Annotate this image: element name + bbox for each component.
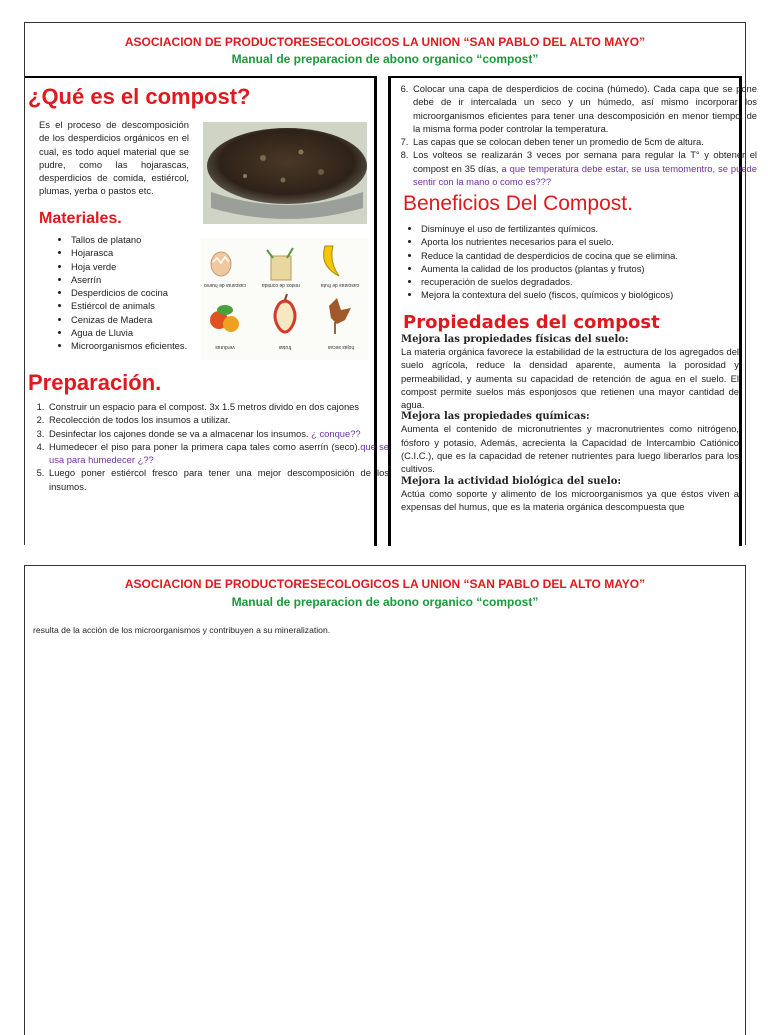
properties-body [401,334,739,513]
physical-text: La materia orgánica favorece la estabilidad de la estructura de los agregados del suelo agrícola, reduce la densidad aparente, aumenta la porosidad y permeabilidad, y aumenta su capacidad de retención de agua en el suelo. El compost permite suelos más esponjosos que retienen una mayor cantidad de agua. [401,346,739,411]
what-text: Es el proceso de descomposición de los desperdicios orgánicos en el cual, es todo aquel material que se pudre, como las hojarascas, desperdicios de comida, estiércol, plumas, yerba o pastos etc. [39,119,189,197]
step-item: 7. Las capas que se colocan deben tener un promedio de 5cm de altura. [411,135,757,148]
image-label: verduras [215,344,235,350]
benefit-item: • Disminuye el uso de fertilizantes químicos. [421,222,761,235]
header-subtitle: Manual de preparacion de abono organico “compost” [231,595,539,609]
step-item: 3. Desinfectar los cajones donde se va a almacenar los insumos. ¿ conque?? [47,427,389,440]
header-title: ASOCIACION DE PRODUCTORESECOLOGICOS LA UNION “SAN PABLO DEL ALTO MAYO” [124,577,646,591]
benefit-item: • Mejora la contextura del suelo (fiscos, químicos y biológicos) [421,288,761,301]
image-label: cascaras de fruta [320,282,360,288]
step-question: ¿ conque?? [311,427,361,439]
right-column [388,76,757,546]
preparation-steps-continued [391,82,757,188]
benefit-item: • Reduce la cantidad de desperdicios de cocina que se elimina. [421,249,761,262]
header-subtitle: Manual de preparacion de abono organico “compost” [231,52,539,66]
header-title: ASOCIACION DE PRODUCTORESECOLOGICOS LA UNION “SAN PABLO DEL ALTO MAYO” [124,35,646,49]
image-label: restos de comida [261,282,301,288]
compost-photo [203,122,367,224]
material-item: • Cenizas de Madera [71,313,251,326]
preparation-steps [27,400,389,493]
material-item: • Microorganismos eficientes. [71,339,251,352]
page-2 [24,565,746,1035]
material-item: • Agua de Lluvia [71,326,251,339]
chemical-text: Aumenta el contenido de micronutrientes y macronutrientes como nitrógeno, fósforo y potasio, Además, acrecienta la Capacidad de Intercambio Catiónico (C.I.C.), que es la capacidad de retener nutrientes para luego liberarlos para los cultivos. [401,423,739,475]
material-item: • Hojarasca [71,246,251,259]
chemical-subtitle: Mejora las propiedades químicas: [401,411,590,423]
benefits-list [391,222,761,302]
material-item: • Tallos de platano [71,233,251,246]
step-question: a que temperatura debe estar, se usa temomentro, se puede sentir con la mano o como es??? [413,162,757,188]
step-item: 8. Los volteos se realizarán 3 veces por semana para regular la T° y obtener el compost en 35 días, a que temperatura debe estar, se usa temomentro, se puede sentir con la mano o como es??? [411,148,757,188]
image-label: frutas [278,344,292,350]
material-item: • Aserrín [71,273,251,286]
properties-title: Propiedades del compost [403,312,660,333]
benefits-title: Beneficios Del Compost. [403,192,633,215]
page2-text: resulta de la acción de los microorganismos y contribuyen a su mineralization. [33,625,331,635]
step-item: 2. Recolección de todos los insumos a utilizar. [47,413,389,426]
step-item: 1. Construir un espacio para el compost. 3x 1.5 metros divido en dos cajones [47,400,389,413]
materials-title: Materiales. [39,210,122,227]
material-item: • Estiércol de animals [71,299,251,312]
step-item: 4. Humedecer el piso para poner la primera capa tales como aserrín (seco).que se usa para humedecer ¿?? [47,440,389,467]
biological-text: Actúa como soporte y alimento de los microorganismos ya que éstos viven a expensas del humus, que es la materia orgánica descompuesta que [401,487,739,512]
material-item: • Hoja verde [71,260,251,273]
biological-subtitle: Mejora la actividad biológica del suelo: [401,475,622,487]
step-item: 6. Colocar una capa de desperdicios de cocina (húmedo). Cada capa que se pone debe de ir intercalada un seco y un húmedo, así mismo incorporar los microorganismos eficientes para tener una descomposición en menor tiempo, de la misma forma poder controlar la temperatura. [411,82,757,135]
page-1 [24,22,757,545]
material-item: • Desperdicios de cocina [71,286,251,299]
organic-waste-illustration [201,238,369,360]
step-question: que se usa para humedecer ¿?? [49,440,389,466]
physical-subtitle: Mejora las propiedades físicas del suelo: [401,334,629,345]
benefit-item: • recuperación de suelos degradados. [421,275,761,288]
image-label: hojas secas [327,344,355,350]
benefit-item: • Aporta los nutrientes necesarios para el suelo. [421,235,761,248]
step-item: 5. Luego poner estiércol fresco para tener una mejor descomposición de los insumos. [47,466,389,493]
image-label: cascaras de huevo [204,282,246,288]
left-column [25,76,389,546]
preparation-title: Preparación. [28,370,162,395]
benefit-item: • Aumenta la calidad de los productos (plantas y frutos) [421,262,761,275]
what-title: ¿Qué es el compost? [28,84,251,109]
